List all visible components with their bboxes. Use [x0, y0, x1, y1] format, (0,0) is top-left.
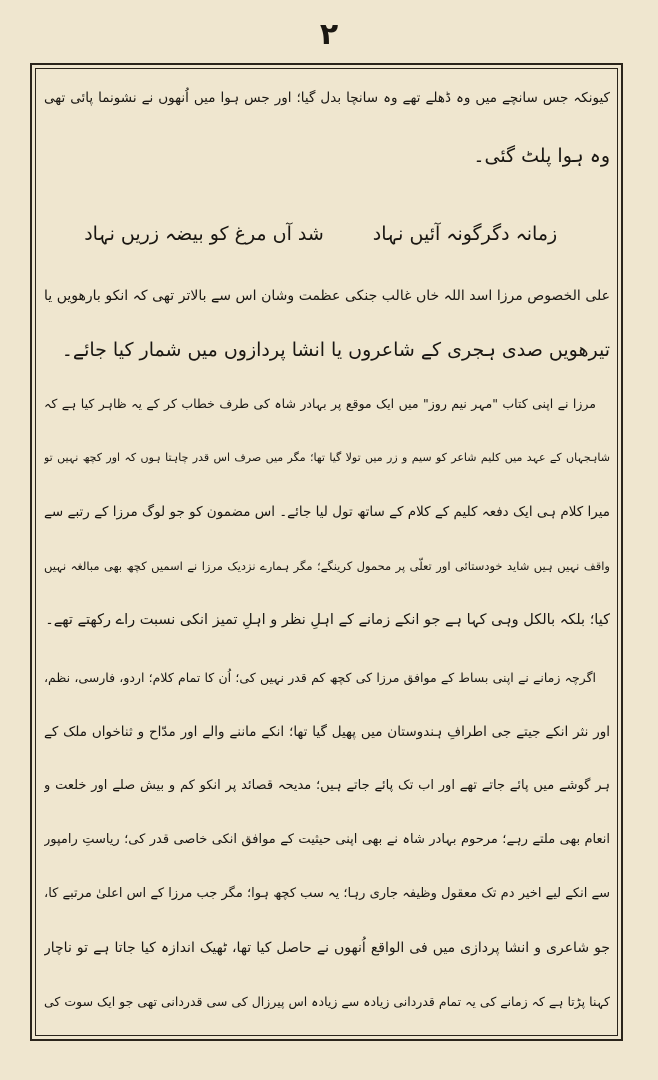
text-area [44, 74, 610, 1024]
text-line: علی الخصوص مرزا اسد اللہ خاں غالب جنکی عظمت وشان اس سے بالاتر تھی کہ انکو بارھویں یا [44, 288, 610, 304]
text-line: وہ ہوا پلٹ گئی۔ [473, 145, 610, 167]
text-line: کیونکہ جس سانچے میں وہ ڈھلے تھے وہ سانچا بدل گیا؛ اور جس ہوا میں اُنھوں نے نشونما پائی تھی [44, 90, 610, 106]
text-line: میرا کلام ہی ایک دفعہ کلیم کے کلام کے ساتھ تول لیا جائے۔ اس مضمون کو جو لوگ مرزا کے رتبے سے [44, 504, 610, 520]
text-line: انعام بھی ملتے رہے؛ مرحوم بہادر شاہ نے بھی اپنی حیثیت کے موافق انکی خاصی قدر کی؛ ریاستِ رامپور [44, 832, 610, 847]
text-line: تیرھویں صدی ہجری کے شاعروں یا انشا پردازوں میں شمار کیا جائے۔ [61, 339, 610, 361]
text-line: کیا؛ بلکہ بالکل وہی کہا ہے جو انکے زمانے کے اہلِ نظر و اہلِ تمیز انکی نسبت راے رکھتے تھے۔ [45, 612, 610, 628]
text-line: واقف نہیں ہیں شاید خودستائی اور تعلّی پر محمول کرینگے؛ مگر ہمارے نزدیک مرزا نے اسمیں کچھ بھی مبالغہ نہیں [44, 559, 610, 573]
text-line: کہنا پڑتا ہے کہ زمانے کی یہ تمام قدردانی زیادہ سے زیادہ اس پیرزال کی سی قدردانی تھی جو ایک سوت کی [44, 994, 610, 1009]
text-line: اور نثر انکے جیتے جی اطرافِ ہندوستان میں پھیل گیا تھا؛ انکے ماننے والے اور مدّاح و ثناخواں ملک کے [44, 724, 610, 740]
verse-couplet [44, 214, 610, 254]
text-line: جو شاعری و انشا پردازی میں فی الواقع اُنھوں نے حاصل کیا تھا، ٹھیک اندازہ کیا جاتا ہے تو ناچار [44, 940, 610, 956]
verse-second-hemistich: شد آں مرغ کو بیضہ زریں نہاد [84, 223, 324, 245]
text-line: سے انکے لیے اخیر دم تک معقول وظیفہ جاری رہا؛ یہ سب کچھ ہوا؛ مگر جب مرزا کے اس اعلیٰ مرتبے کا، [44, 886, 610, 901]
page-number: ۲ [319, 17, 339, 52]
verse-first-hemistich: زمانہ دگرگونہ آئیں نہاد [372, 223, 558, 245]
text-line: شاہجہاں کے عہد میں کلیم شاعر کو سیم و زر میں تولا گیا تھا؛ مگر میں صرف اس قدر چاہتا ہوں کہ اور کچھ نہیں تو [44, 451, 610, 464]
text-line: مرزا نے اپنی کتاب "مہر نیم روز" میں ایک موقع پر بہادر شاہ کی طرف خطاب کر کے یہ ظاہر کیا ہے کہ [44, 396, 596, 411]
text-line: ہر گوشے میں پائے جاتے تھے اور اب تک پائے جاتے ہیں؛ مدیحہ قصائد پر انکو کم و بیش صلے اور خلعت و [44, 778, 610, 793]
text-line: اگرچہ زمانے نے اپنی بساط کے موافق مرزا کی کچھ کم قدر نہیں کی؛ اُن کا تمام کلام؛ اردو، فارسی، نظم، [44, 670, 596, 685]
